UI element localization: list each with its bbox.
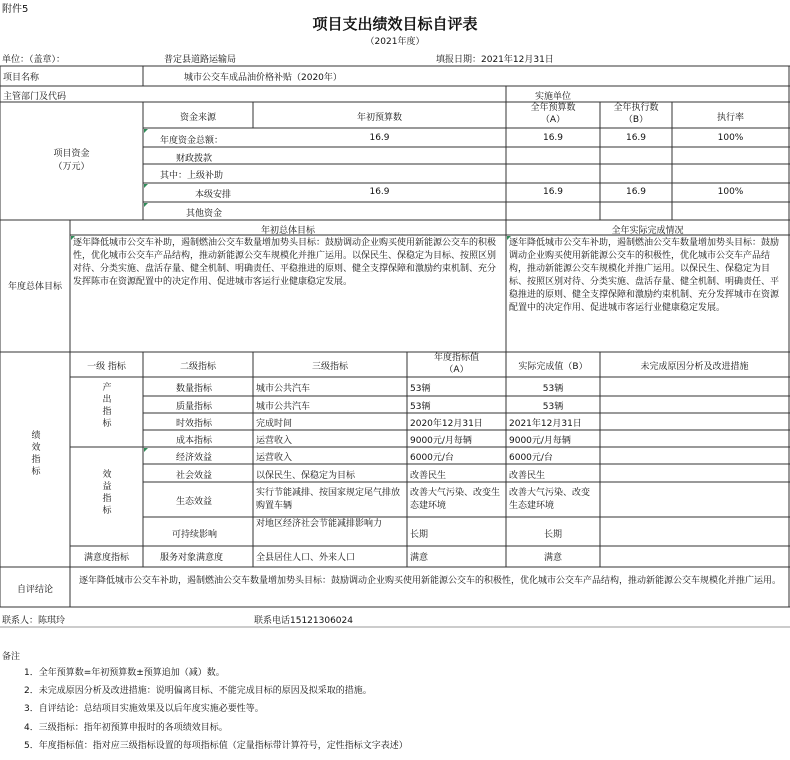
unit-name: 普定县道路运输局 (164, 55, 237, 65)
perf-row-lvl2: 成本指标 (176, 436, 213, 446)
perf-row-lvl3: 运营收入 (256, 453, 293, 463)
unit-label: 单位：（盖章）： (2, 55, 66, 65)
actual-goal-text: 逐年降低城市公交车补助，遏制燃油公交车数量增加势头目标：鼓励调动企业购买使用新能源公交车的积极性，优化城市公交车产品结构，推动新能源公交车规模化并推广运用。以保民生、保稳定为目标、按照区别对待、分类实施、盘活存量、健全机制、明确责任、平稳推进的原则、健全支撑保障和激励约束机制、充分发挥城市在资源配置中的决定作用、促进城市客运行业健康稳定发展。 (509, 238, 780, 313)
fund-row-budget: 16.9 (369, 133, 390, 143)
fund-row-name: 其中：上级补助 (160, 171, 224, 181)
fund-row-annual: 16.9 (542, 187, 564, 197)
fund-row-exec: 16.9 (625, 187, 647, 197)
planned-goal-text: 逐年降低城市公交车补助，遏制燃油公交车数量增加势头目标：鼓励调动企业购买使用新能源公交车的积极性，优化城市公交车产品结构，推动新能源公交车规模化并推广运用。以保民生、保稳定为目标、按照区别对待、分类实施、盘活存量、健全机制、明确责任、平稳推进的原则、健全支撑保障和激励约束机制、充分发挥陈市在资源配置中的决定作用、促进城市客运行业健康稳定发展。 (73, 238, 497, 287)
perf-row-lvl2: 生态效益 (176, 497, 213, 507)
actual-goal-header: 全年实际完成情况 (611, 226, 684, 236)
perf-row-target: 53辆 (410, 384, 431, 394)
perf-row-lvl3: 城市公共汽车 (256, 402, 311, 412)
cell-marker-icon (71, 236, 75, 240)
lvl1-header: 一级 指标 (87, 362, 126, 372)
fund-row-annual: 16.9 (542, 133, 564, 143)
cell-marker-icon (507, 236, 511, 240)
note-item: 4．三级指标：指年初预算申报时的各项绩效目标。 (24, 723, 228, 733)
perf-row-actual: 改善大气污染、改变生态建环境 (509, 488, 591, 511)
reason-header: 未完成原因分析及改进措施 (640, 362, 749, 372)
fill-date: 填报日期：2021年12月31日 (436, 55, 554, 65)
satisfaction-target: 满意 (410, 553, 429, 563)
perf-indicators-label: 绩效指标 (31, 431, 41, 477)
perf-row-lvl3: 对地区经济社会节能减排影响力 (256, 519, 383, 529)
perf-row-target: 53辆 (410, 402, 431, 412)
annual-goal-label: 年度总体目标 (7, 282, 62, 292)
note-item: 2．未完成原因分析及改进措施：说明偏离目标、不能完成目标的原因及拟采取的措施。 (24, 686, 372, 696)
output-indicators-label: 产出指标 (102, 383, 112, 429)
fund-row-exec: 16.9 (625, 133, 647, 143)
perf-row-target: 改善大气污染、改变生态建环境 (410, 488, 501, 511)
perf-row-lvl2: 社会效益 (176, 471, 213, 481)
perf-row-lvl2: 时效指标 (176, 419, 213, 429)
perf-row-lvl2: 质量指标 (176, 402, 213, 412)
actual-header: 实际完成值（B） (518, 362, 588, 372)
perf-row-target: 6000元/台 (410, 453, 454, 463)
planned-goal-header: 年初总体目标 (260, 226, 315, 236)
project-name: 城市公交车成品油价格补贴（2020年） (184, 73, 342, 83)
notes-title: 备注 (2, 652, 21, 662)
perf-row-lvl3: 实行节能减排、按国家规定尾气排放购置车辆 (256, 488, 401, 511)
perf-row-target: 2020年12月31日 (410, 419, 483, 429)
note-item: 5．年度指标值：指对应三级指标设置的每项指标值（定量指标带计算符号，定性指标文字表述） (24, 741, 408, 751)
satisfaction-actual: 满意 (543, 553, 562, 563)
self-eval-label: 自评结论 (16, 585, 53, 595)
satisfaction-lvl2: 服务对象满意度 (160, 553, 224, 563)
cell-marker-icon (144, 448, 148, 452)
perf-row-actual: 9000元/月每辆 (509, 436, 571, 446)
perf-row-lvl2: 可持续影响 (172, 530, 218, 540)
lvl2-header: 二级指标 (179, 362, 216, 372)
perf-row-lvl3: 城市公共汽车 (256, 384, 311, 394)
target-header: 年度指标值 （A） (433, 353, 479, 375)
perf-row-target: 长期 (410, 530, 429, 540)
exec-rate-header: 执行率 (716, 113, 744, 123)
report-year: （2021年度） (365, 37, 425, 47)
perf-row-actual: 长期 (543, 530, 562, 540)
satisfaction-lvl3: 全县居住人口、外来人口 (256, 553, 356, 563)
perf-row-lvl3: 以保民生、保稳定为目标 (256, 471, 356, 481)
page-title: 项目支出绩效目标自评表 (312, 15, 478, 33)
lvl3-header: 三级指标 (311, 362, 348, 372)
fund-row-rate: 100% (717, 187, 744, 197)
perf-row-lvl2: 经济效益 (176, 453, 213, 463)
fund-row-budget: 16.9 (369, 187, 390, 197)
satisfaction-lvl1: 满意度指标 (83, 553, 129, 563)
benefit-indicators-label: 效益指标 (102, 470, 112, 516)
project-name-label: 项目名称 (3, 73, 40, 83)
fund-source-header: 资金来源 (179, 113, 216, 123)
perf-row-lvl2: 数量指标 (176, 384, 213, 394)
perf-row-actual: 6000元/台 (509, 453, 553, 463)
annual-budget-header: 全年预算数 （A） (530, 103, 576, 125)
funds-label: 项目资金 （万元） (53, 149, 90, 172)
fund-row-name: 其他资金 (186, 209, 223, 219)
attachment-label: 附件5 (2, 4, 29, 15)
budget-header: 年初预算数 (356, 113, 402, 123)
fund-row-rate: 100% (717, 133, 744, 143)
perf-row-lvl3: 运营收入 (256, 436, 293, 446)
dept-label: 主管部门及代码 (3, 92, 67, 102)
note-item: 1．全年预算数=年初预算数±预算追加（减）数。 (24, 668, 225, 678)
fund-row-name: 年度资金总额： (160, 136, 224, 146)
cell-marker-icon (144, 129, 148, 133)
contact-phone: 联系电话15121306024 (254, 616, 353, 626)
perf-row-lvl3: 完成时间 (256, 419, 293, 429)
fund-row-name: 财政拨款 (176, 154, 213, 164)
perf-row-target: 改善民生 (410, 471, 447, 481)
cell-marker-icon (144, 203, 148, 207)
perf-row-actual: 53辆 (542, 384, 564, 394)
perf-row-actual: 53辆 (542, 402, 564, 412)
note-item: 3．自评结论：总结项目实施效果及以后年度实施必要性等。 (24, 704, 264, 714)
perf-row-target: 9000元/月每辆 (410, 436, 472, 446)
fund-row-name: 本级安排 (195, 190, 232, 200)
contact-person: 联系人：陈琪玲 (2, 616, 66, 626)
perf-row-actual: 2021年12月31日 (509, 419, 582, 429)
impl-unit-label: 实施单位 (534, 92, 571, 102)
self-eval-text: 逐年降低城市公交车补助，遏制燃油公交车数量增加势头目标：鼓励调动企业购买使用新能源公交车的积极性，优化城市公交车产品结构，推动新能源公交车规模化并推广运用。 (78, 576, 781, 586)
cell-marker-icon (144, 184, 148, 188)
perf-row-actual: 改善民生 (509, 471, 546, 481)
annual-exec-header: 全年执行数 （B） (613, 103, 659, 125)
